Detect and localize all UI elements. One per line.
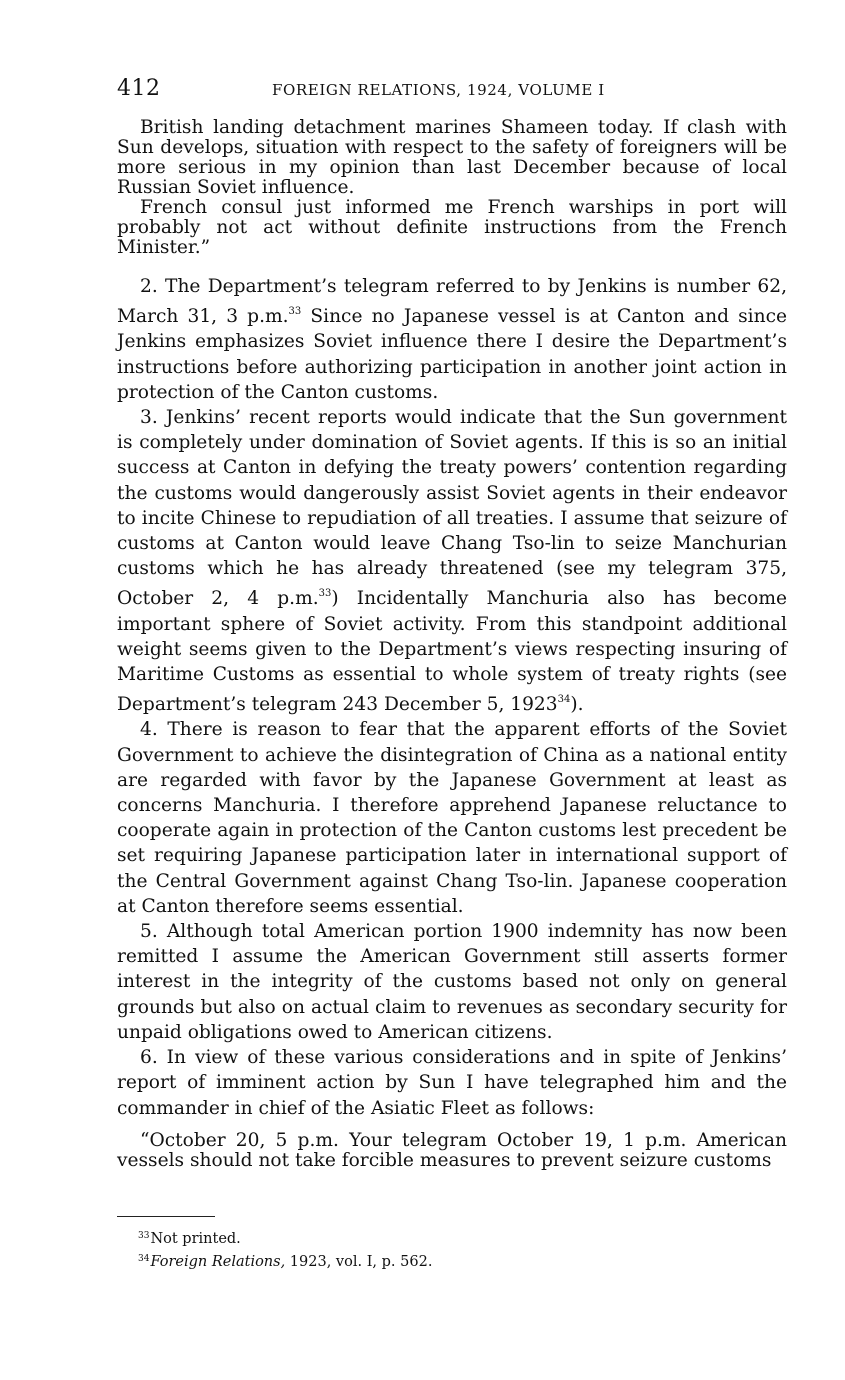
telegram-quote-block	[117, 1131, 787, 1171]
page-number: 412	[117, 76, 161, 101]
footnote-33: $^{33}$Not printed.	[138, 1231, 241, 1247]
page-header	[117, 76, 787, 106]
footnote-34: $^{34}$Foreign Relations, 1923, vol. I, p. 562.	[138, 1254, 433, 1270]
quote-paragraph-1: British landing detachment marines Shameen today. If clash with Sun develops, situation with respect to the safety of foreigners will be more serious in my opinion than last December because of local Russian Soviet influence.	[117, 117, 787, 198]
paragraph-5: 5. Although total American portion 1900 indemnity has now been remitted I assume the American Government still asserts former interest in the integrity of the customs based not only on general grounds but also on actual claim to revenues as secondary security for unpaid obligations owed to American citizens.	[117, 921, 787, 1043]
paragraph-3: 3. Jenkins’ recent reports would indicate that the Sun government is completely under domination of Soviet agents. If this is so an initial success at Canton in defying the treaty powers’ contention regarding the customs would dangerously assist Soviet agents in their endeavor to incite Chinese to repudiation of all treaties. I assume that seizure of customs at Canton would leave Chang Tso-lin to seize Manchurian customs which he has already threatened (see my telegram 375, October 2, 4 p.m.$^{33}$) Incidentally Manchuria also has become important sphere of Soviet activity. From this standpoint additional weight seems given to the Department’s views respecting insuring of Maritime Customs as essential to whole system of treaty rights (see Department’s telegram 243 December 5, 1923$^{34}$).	[117, 407, 787, 716]
paragraph-6: 6. In view of these various considerations and in spite of Jenkins’ report of imminent action by Sun I have telegraphed him and the commander in chief of the Asiatic Fleet as follows:	[117, 1047, 787, 1119]
footnote-ref: 33	[318, 588, 332, 600]
paragraph-2: 2. The Department’s telegram referred to by Jenkins is number 62, March 31, 3 p.m.$^{33}$ Since no Japanese vessel is at Canton and since Jenkins emphasizes Soviet influence there I desire the Department’s instructions before authorizing participation in another joint action in protection of the Canton customs.	[117, 276, 788, 403]
footnotes	[138, 1226, 432, 1272]
body-text	[117, 118, 787, 1171]
paragraph-4: 4. There is reason to fear that the apparent efforts of the Soviet Government to achieve the disintegration of China as a national entity are regarded with favor by the Japanese Government at least as concerns Manchuria. I therefore apprehend Japanese reluctance to cooperate again in protection of the Canton customs lest precedent be set requiring Japanese participation later in international support of the Central Government against Chang Tso-lin. Japanese cooperation at Canton therefore seems essential.	[117, 719, 787, 917]
telegram-quote: “October 20, 5 p.m. Your telegram October 19, 1 p.m. American vessels should not take forcible measures to prevent seizure customs	[117, 1129, 787, 1171]
footnote-divider	[117, 1216, 215, 1217]
quote-continuation	[117, 118, 787, 258]
running-head: FOREIGN RELATIONS, 1924, VOLUME I	[272, 81, 605, 99]
footnote-ref: 34	[557, 694, 571, 706]
footnote-ref: 33	[288, 306, 302, 318]
quote-paragraph-2: French consul just informed me French warships in port will probably not act without definite instructions from the French Minister.”	[117, 197, 787, 258]
